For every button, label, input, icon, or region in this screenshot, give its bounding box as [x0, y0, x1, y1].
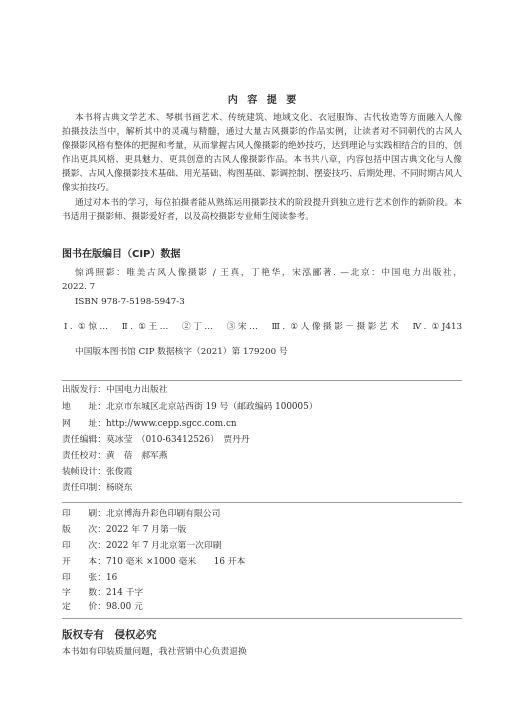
publishing-row — [62, 417, 462, 431]
row-label: 出版发行： — [62, 385, 106, 395]
row-value: 98.00 元 — [106, 602, 143, 612]
summary-title: 内 容 提 要 — [227, 95, 300, 106]
row-label: 版 次： — [62, 525, 106, 535]
publishing-row — [62, 465, 462, 479]
row-value: http://www.cepp.sgcc.com.cn — [106, 419, 237, 429]
printing-row — [62, 600, 462, 614]
row-value: 16 — [106, 573, 118, 583]
summary-line: 摄影、古风人像摄影技术基础、用光基础、构图基础、影调控制、摆姿技巧、后期处理、不同时期古风人 — [62, 169, 462, 179]
printing-row — [62, 586, 462, 600]
summary-line: 通过对本书的学习，每位拍摄者能从熟练运用摄影技术的阶段提升到独立进行艺术创作的新阶段。本 — [75, 198, 462, 208]
printing-row — [62, 571, 462, 585]
row-label: 装帧设计： — [62, 467, 106, 477]
row-label: 责任校对： — [62, 451, 106, 461]
cip-classification: Ⅰ. ①惊… Ⅱ. ①王… ②丁… ③宋… Ⅲ. ①人像摄影－摄影艺术 Ⅳ. ①J413 — [64, 322, 462, 332]
cip-heading: 图书在版编目（CIP）数据 — [62, 249, 181, 260]
summary-line: 书适用于摄影师、摄影爱好者，以及高校摄影专业师生阅读参考。 — [62, 212, 314, 222]
row-value: 中国电力出版社 — [106, 385, 168, 395]
row-label: 网 址： — [62, 419, 106, 429]
publishing-row — [62, 383, 462, 397]
publishing-row — [62, 400, 462, 414]
publishing-row — [62, 433, 462, 447]
row-value: 2022 年 7 月北京第一次印刷 — [106, 541, 222, 551]
summary-line: 像摄影风格有整体的把握和考量，从而掌握古风人像摄影的绝妙技巧，达到理论与实践相结合的目的，创 — [62, 141, 462, 151]
cip-record-number: 中国版本图书馆 CIP 数据核字（2021）第 179200 号 — [75, 347, 288, 357]
row-value: 北京博海升彩色印刷有限公司 — [106, 509, 221, 519]
divider — [62, 380, 462, 381]
summary-line: 拍摄技法当中，解析其中的灵魂与精髓，通过大量古风摄影的作品实例，让读者对不同朝代的古风人 — [62, 127, 462, 137]
cip-line: 2022. 7 — [62, 282, 96, 292]
row-label: 印 刷： — [62, 509, 106, 519]
row-value: 杨晓东 — [106, 483, 133, 493]
row-value: 214 千字 — [106, 588, 144, 598]
divider — [62, 502, 462, 503]
row-label: 印 次： — [62, 541, 106, 551]
printing-row — [62, 555, 462, 569]
row-label: 开 本： — [62, 557, 106, 567]
cip-line: 惊鸿照影：唯美古风人像摄影 / 王真，丁艳华，宋泓郦著. —北京：中国电力出版社， — [75, 268, 462, 278]
row-value: 710 毫米 ×1000 毫米 16 开本 — [106, 557, 246, 567]
summary-line: 像实拍技巧。 — [62, 183, 115, 193]
row-value: 黄 蓓 郝军燕 — [106, 451, 168, 461]
row-label: 责任编辑： — [62, 435, 106, 445]
row-value: 莫冰莹 （010-63412526） 贾丹丹 — [106, 435, 250, 445]
summary-line: 本书将古典文学艺术、琴棋书画艺术、传统建筑、地域文化、衣冠服饰、古代妆造等方面融入人像 — [75, 113, 462, 123]
publishing-row — [62, 481, 462, 495]
printing-row — [62, 523, 462, 537]
rights-note: 本书如有印装质量问题，我社营销中心负责退换 — [62, 647, 247, 657]
publishing-row — [62, 449, 462, 463]
row-value: 北京市东城区北京站西街 19 号（邮政编码 100005） — [106, 402, 318, 412]
row-label: 责任印制： — [62, 483, 106, 493]
row-label: 地 址： — [62, 402, 106, 412]
printing-row — [62, 507, 462, 521]
row-label: 印 张： — [62, 573, 106, 583]
cip-isbn: ISBN 978-7-5198-5947-3 — [75, 297, 185, 307]
row-label: 字 数： — [62, 588, 106, 598]
summary-line: 作出更具风格、更具魅力、更具创意的古风人像摄影作品。本书共八章，内容包括中国古典文化与人像 — [62, 155, 462, 165]
row-label: 定 价： — [62, 602, 106, 612]
row-value: 张俊霞 — [106, 467, 133, 477]
row-value: 2022 年 7 月第一版 — [106, 525, 187, 535]
divider — [62, 618, 462, 619]
rights-heading: 版权专有 侵权必究 — [62, 629, 157, 641]
printing-row — [62, 539, 462, 553]
